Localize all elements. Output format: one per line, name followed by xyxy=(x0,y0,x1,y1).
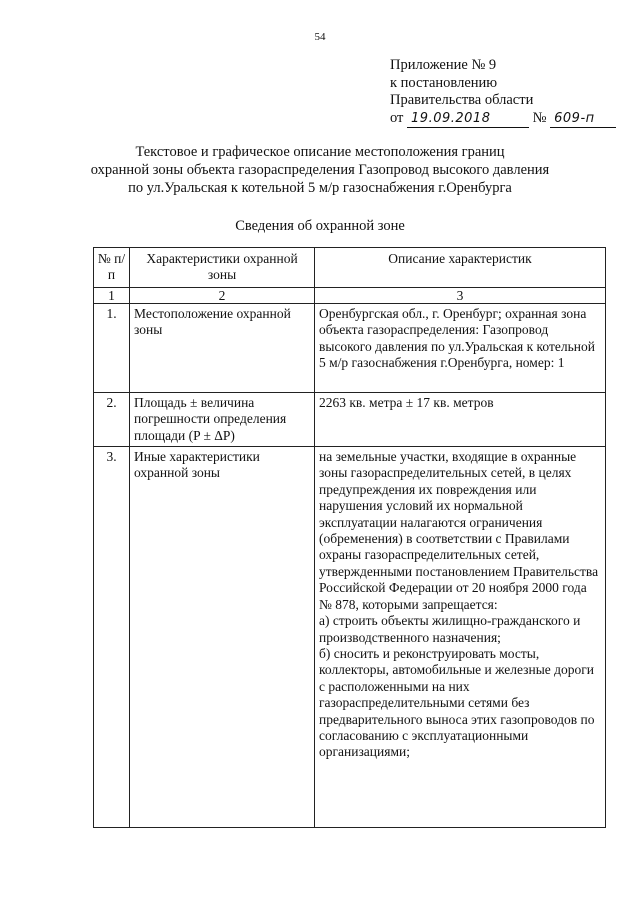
description-intro: на земельные участки, входящие в охранные зоны газораспределительных сетей, в целях предупреждения их повреждения или нарушения условий их нормальной эксплуатации налагаются ограничения (обременения) в соответствии с Правилами охраны газораспределительных сетей, утвержденными постановлением Правительства Российской Федерации от 20 ноября 2000 года № 878, которыми запрещается: xyxy=(319,449,599,612)
title-line-1: Текстовое и графическое описание местоположения границ xyxy=(135,144,505,160)
index-cell: 2 xyxy=(130,287,315,303)
table-index-row xyxy=(94,287,606,303)
index-cell: 1 xyxy=(94,287,130,303)
protection-zone-table xyxy=(93,247,606,828)
from-label: от xyxy=(390,109,404,126)
appendix-line-1: Приложение № 9 xyxy=(390,57,497,73)
table-header-row xyxy=(94,248,606,288)
appendix-block xyxy=(390,57,616,128)
index-cell: 3 xyxy=(315,287,606,303)
header-characteristic: Характеристики охранной зоны xyxy=(130,248,315,288)
row-number: 2. xyxy=(94,392,130,446)
page-number: 54 xyxy=(314,31,326,43)
description-item-a: а) строить объекты жилищно-гражданского и производственного назначения; xyxy=(319,613,581,645)
table-row xyxy=(94,392,606,446)
appendix-date-line xyxy=(390,110,616,129)
row-description xyxy=(315,447,606,828)
header-description: Описание характеристик xyxy=(315,248,606,288)
table-row xyxy=(94,303,606,392)
handwritten-date: 19.09.2018 xyxy=(407,110,529,129)
title-line-3: по ул.Уральская к котельной 5 м/р газоснабжения г.Оренбурга xyxy=(128,180,512,196)
row-characteristic: Местоположение охранной зоны xyxy=(130,303,315,392)
handwritten-number: 609-п xyxy=(550,110,616,129)
row-characteristic: Площадь ± величина погрешности определения площади (P ± ΔP) xyxy=(130,392,315,446)
appendix-line-3: Правительства области xyxy=(390,92,534,108)
row-description: Оренбургская обл., г. Оренбург; охранная зона объекта газораспределения: Газопровод высокого давления по ул.Уральская к котельной 5 м/р газоснабжения г.Оренбурга, номер: 1 xyxy=(315,303,606,392)
row-number: 3. xyxy=(94,447,130,828)
row-characteristic: Иные характеристики охранной зоны xyxy=(130,447,315,828)
row-number: 1. xyxy=(94,303,130,392)
document-title xyxy=(0,143,640,197)
number-label: № xyxy=(532,109,547,126)
appendix-line-2: к постановлению xyxy=(390,74,498,91)
header-num: № п/п xyxy=(94,248,130,288)
title-line-2: охранной зоны объекта газораспределения Газопровод высокого давления xyxy=(90,162,550,178)
table-row xyxy=(94,447,606,828)
row-description: 2263 кв. метра ± 17 кв. метров xyxy=(315,392,606,446)
section-subtitle: Сведения об охранной зоне xyxy=(235,218,405,234)
description-item-b: б) сносить и реконструировать мосты, коллекторы, автомобильные и железные дороги с расположенными на них газораспределительными сетями без предварительного выноса этих газопроводов по согласованию с эксплуатационными организациями; xyxy=(319,645,595,760)
